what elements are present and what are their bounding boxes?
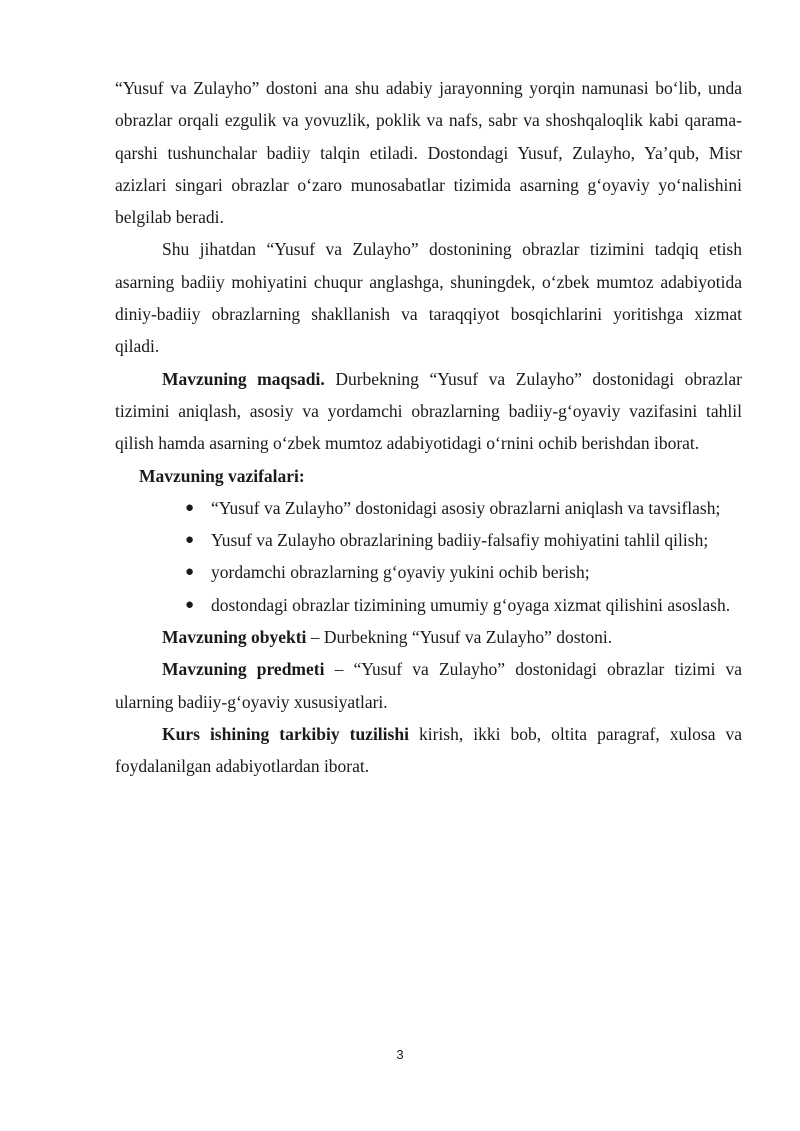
bullet-icon: ● bbox=[185, 499, 195, 516]
goal-label: Mavzuning maqsadi. bbox=[162, 368, 325, 389]
tasks-heading: Mavzuning vazifalari: bbox=[139, 465, 305, 486]
structure-label: Kurs ishining tarkibiy tuzilishi bbox=[162, 723, 409, 744]
subject-paragraph bbox=[115, 653, 742, 718]
task-item bbox=[185, 589, 742, 621]
object-text: – Durbekning “Yusuf va Zulayho” dostoni. bbox=[306, 627, 613, 648]
subject-text: – “Yusuf va Zulayho” dostonidagi obrazlar tizimi va ularning badiiy-g‘oyaviy xususiyatlari. bbox=[115, 659, 742, 712]
tasks-list bbox=[115, 492, 742, 621]
task-text: dostondagi obrazlar tizimining umumiy g‘oyaga xizmat qilishini asoslash. bbox=[211, 594, 731, 615]
task-text: yordamchi obrazlarning g‘oyaviy yukini ochib berish; bbox=[211, 562, 590, 583]
task-text: Yusuf va Zulayho obrazlarining badiiy-falsafiy mohiyatini tahlil qilish; bbox=[211, 530, 709, 551]
document-body bbox=[115, 72, 742, 783]
task-item bbox=[185, 524, 742, 556]
task-text: “Yusuf va Zulayho” dostonidagi asosiy obrazlarni aniqlash va tavsiflash; bbox=[211, 497, 721, 518]
page-number: 3 bbox=[396, 1047, 404, 1062]
bullet-icon: ● bbox=[185, 532, 195, 549]
task-item bbox=[185, 556, 742, 588]
relevance-paragraph: Shu jihatdan “Yusuf va Zulayho” dostonining obrazlar tizimini tadqiq etish asarning badiiy mohiyatini chuqur anglashga, shuningdek, o‘zbek mumtoz adabiyotida diniy-badiiy obrazlarning shakllanish va taraqqiyot bosqichlarini yoritishga xizmat qiladi. bbox=[115, 239, 742, 357]
object-paragraph bbox=[115, 621, 742, 653]
goal-paragraph bbox=[115, 363, 742, 460]
goal-text: Durbekning “Yusuf va Zulayho” dostonidagi obrazlar tizimini aniqlash, asosiy va yordamchi obrazlarning badiiy-g‘oyaviy vazifasini tahlil qilish hamda asarning o‘zbek mumtoz adabiyotidagi o‘rnini ochib berishdan iborat. bbox=[115, 368, 742, 454]
structure-text: kirish, ikki bob, oltita paragraf, xulosa va foydalanilgan adabiyotlardan iborat. bbox=[115, 723, 742, 777]
intro-paragraph: “Yusuf va Zulayho” dostoni ana shu adabiy jarayonning yorqin namunasi bo‘lib, unda obrazlar orqali ezgulik va yovuzlik, poklik va nafs, sabr va shoshqaloqlik kabi qarama-qarshi tushunchalar badiiy talqin etiladi. Dostondagi Yusuf, Zulayho, Ya’qub, Misr azizlari singari obrazlar o‘zaro munosabatlar tizimida asarning g‘oyaviy yo‘nalishini belgilab beradi. bbox=[115, 78, 742, 228]
subject-label: Mavzuning predmeti bbox=[162, 659, 325, 680]
task-item bbox=[185, 492, 742, 524]
structure-paragraph bbox=[115, 718, 742, 783]
object-label: Mavzuning obyekti bbox=[162, 627, 307, 648]
bullet-icon: ● bbox=[185, 596, 195, 613]
bullet-icon: ● bbox=[185, 564, 195, 581]
